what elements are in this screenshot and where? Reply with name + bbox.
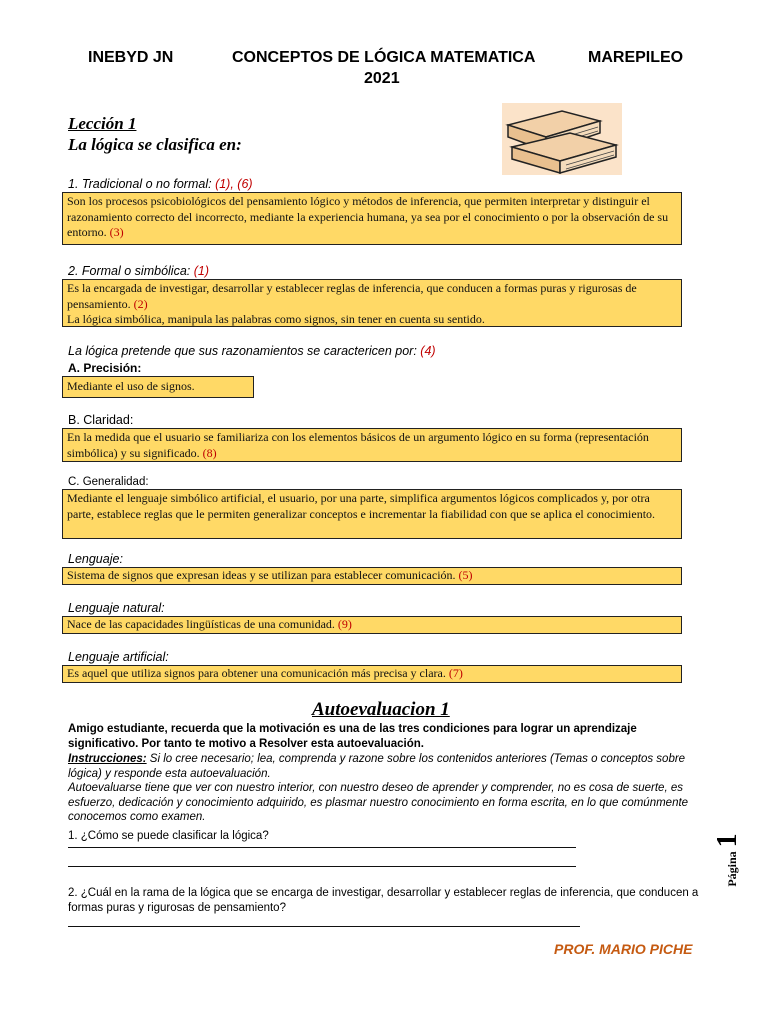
footer-author: PROF. MARIO PICHE: [554, 941, 693, 957]
generality-heading: C. Generalidad:: [68, 476, 149, 488]
language-heading: Lenguaje:: [68, 552, 123, 566]
generality-box: Mediante el lenguaje simbólico artificial, el usuario, por una parte, simplifica argumentos lógicos complicados y, por otra parte, establece reglas que le permiten generalizar conceptos e incrementar la fiabilidad con que se aplica el conocimiento.: [62, 489, 682, 539]
page-label: Página: [725, 851, 739, 887]
natural-heading: Lenguaje natural:: [68, 601, 165, 615]
question-2: 2. ¿Cuál en la rama de la lógica que se encarga de investigar, desarrollar y establecer reglas de inferencia, que conducen a formas puras y rigurosas de pensamiento?: [68, 887, 699, 914]
lesson-subtitle: La lógica se clasifica en:: [68, 135, 242, 154]
header-left: INEBYD JN: [88, 49, 174, 66]
header-center: CONCEPTOS DE LÓGICA MATEMATICA: [232, 49, 536, 66]
self-eval-paragraph: Autoevaluarse tiene que ver con nuestro interior, con nuestro deseo de aprender y comprender, no es cosa de suerte, es esfuerzo, dedicación y conocimiento adquirido, es plasmar nuestro conocimiento en forma escrita, en lo que comúnmente conocemos como examen.: [68, 782, 689, 823]
formal-box: Es la encargada de investigar, desarrollar y establecer reglas de inferencia, que conducen a formas puras y rigurosas de pensamiento. (2) La lógica simbólica, manipula las palabras como signos, sin tener en cuenta su sentido.: [62, 279, 682, 327]
traditional-heading: 1. Tradicional o no formal: (1), (6): [68, 177, 253, 191]
precision-box: Mediante el uso de signos.: [62, 376, 254, 398]
formal-heading: 2. Formal o simbólica: (1): [68, 264, 210, 278]
self-eval-intro: Amigo estudiante, recuerda que la motivación es una de las tres condiciones para lograr un aprendizaje significativo. Por tanto te motivo a Resolver esta autoevaluación.: [68, 723, 637, 750]
clarity-box: En la medida que el usuario se familiariza con los elementos básicos de un argumento lógico en su forma (representación simbólica) y su significado. (8): [62, 428, 682, 462]
clarity-heading: B. Claridad:: [68, 413, 134, 427]
self-eval-instructions: Instrucciones: Si lo cree necesario; lea, comprenda y razone sobre los contenidos anteriores (Temas o conceptos sobre lógica) y responde esta autoevaluación.: [68, 753, 686, 780]
lesson-title: Lección 1: [68, 114, 137, 133]
header-right: MAREPILEO: [588, 49, 684, 66]
artificial-box: Es aquel que utiliza signos para obtener una comunicación más precisa y clara. (7): [62, 665, 682, 683]
page-marker: [706, 824, 746, 894]
artificial-heading: Lenguaje artificial:: [68, 650, 169, 664]
header-year: 2021: [364, 70, 400, 87]
page-number: 1: [712, 833, 743, 848]
precision-heading: A. Precisión:: [68, 361, 142, 375]
answer-line-2[interactable]: [68, 926, 580, 927]
self-eval-title: Autoevaluacion 1: [312, 699, 450, 720]
books-icon: [502, 103, 622, 175]
answer-line-1b[interactable]: [68, 866, 576, 867]
traditional-box: Son los procesos psicobiológicos del pensamiento lógico y métodos de inferencia, que permiten interpretar y distinguir el razonamiento correcto del incorrecto, mediante la experiencia humana, ya sea por el conocimiento o por la observación de su entorno. (3): [62, 192, 682, 245]
natural-box: Nace de las capacidades lingüísticas de una comunidad. (9): [62, 616, 682, 634]
question-1: 1. ¿Cómo se puede clasificar la lógica?: [68, 830, 269, 842]
language-box: Sistema de signos que expresan ideas y se utilizan para establecer comunicación. (5): [62, 567, 682, 585]
pretends-heading: La lógica pretende que sus razonamientos se caractericen por: (4): [68, 344, 436, 358]
answer-line-1a[interactable]: [68, 847, 576, 848]
